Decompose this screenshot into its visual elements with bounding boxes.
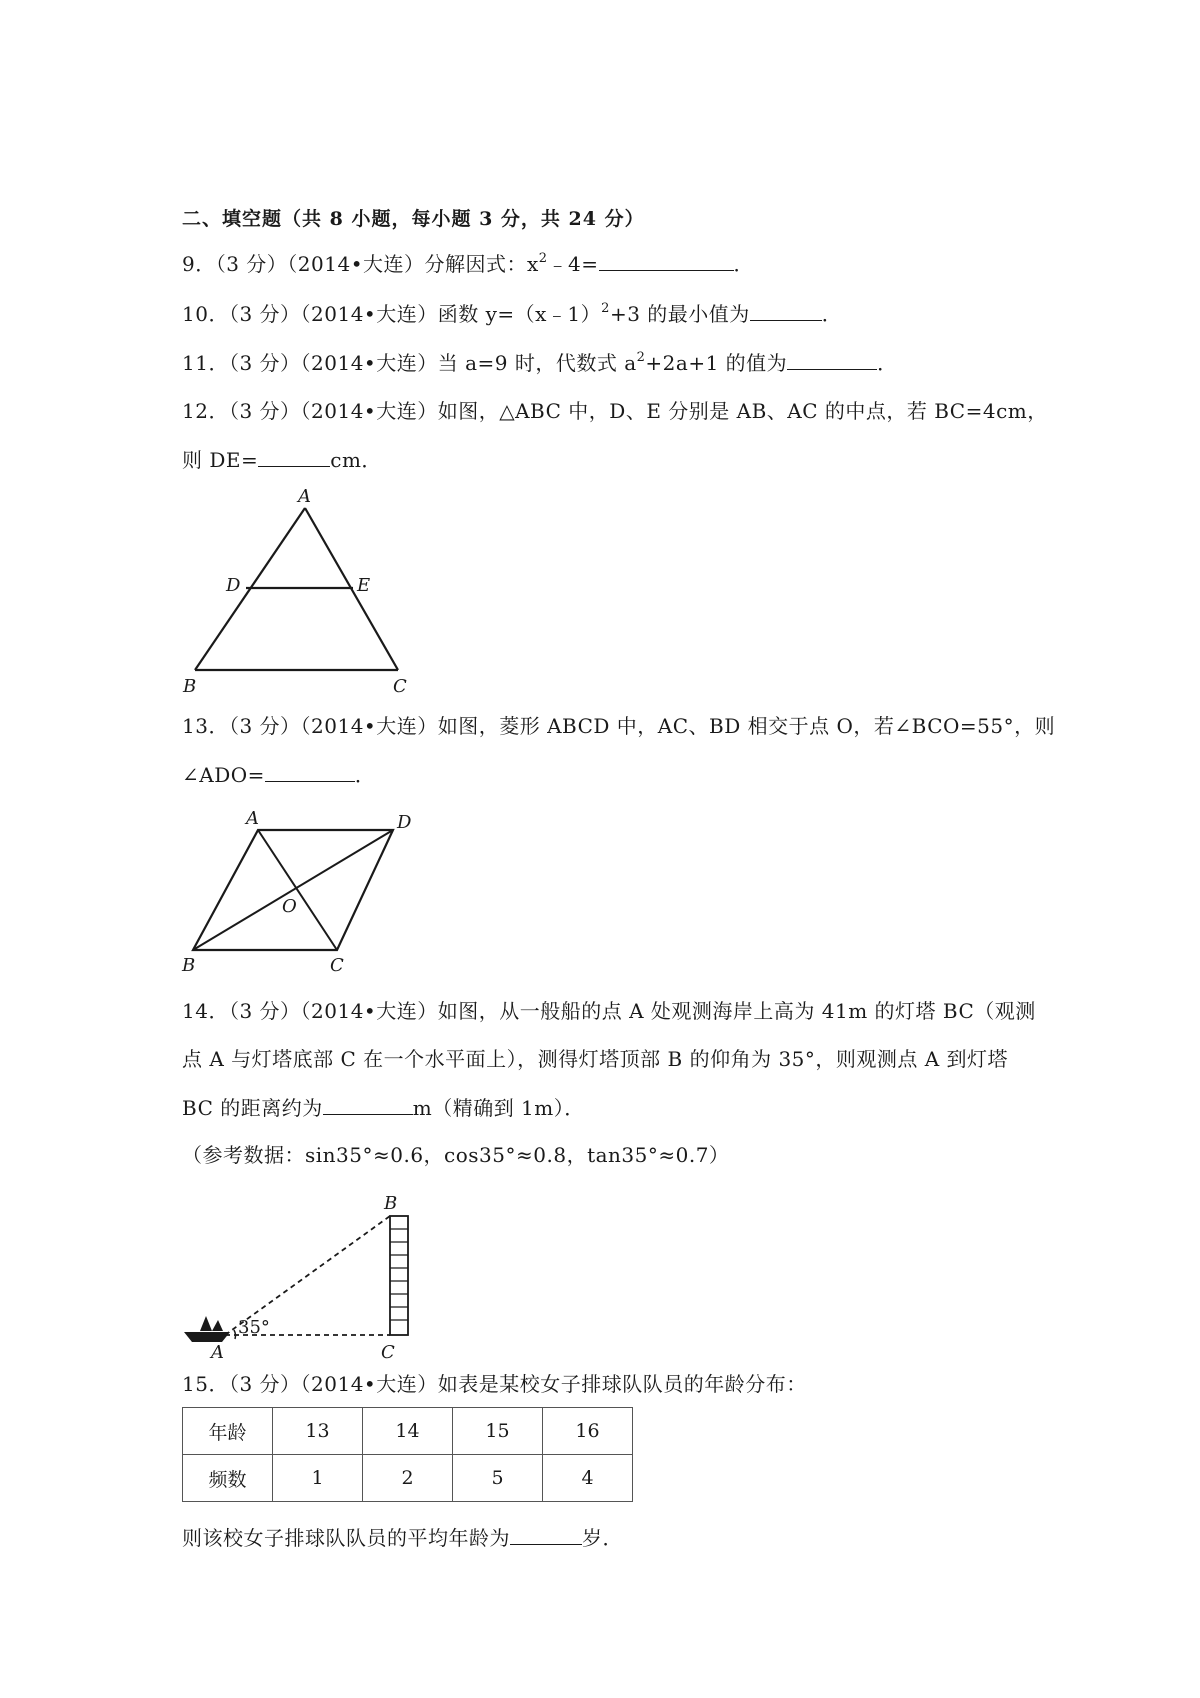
label-d: D (397, 812, 412, 833)
label-o: O (282, 896, 297, 917)
label-e: E (357, 575, 371, 596)
table-cell: 13 (273, 1408, 363, 1455)
label-c: C (393, 676, 407, 697)
table-cell: 4 (543, 1455, 633, 1502)
table-row (183, 1455, 633, 1502)
question-14-line-2: 点 A 与灯塔底部 C 在一个水平面上），测得灯塔顶部 B 的仰角为 35°，则观测点 A 到灯塔 (182, 1047, 1009, 1071)
table-row (183, 1408, 633, 1455)
question-14-line-1: 14．（3 分）（2014•大连）如图，从一般船的点 A 处观测海岸上高为 41m 的灯塔 BC（观测 (182, 999, 1036, 1023)
table-cell: 16 (543, 1408, 633, 1455)
table-cell: 5 (453, 1455, 543, 1502)
label-a: A (298, 486, 311, 507)
angle-label: 35° (238, 1317, 270, 1338)
lighthouse-figure (184, 1193, 408, 1363)
label-c: C (330, 955, 344, 976)
question-14-line-3: BC 的距离约为 m（精确到 1m）． (182, 1096, 585, 1120)
answer-blank-15[interactable] (510, 1526, 582, 1545)
question-10: 10．（3 分）（2014•大连）函数 y=（x﹣1）$^2$+3 的最小值为 ． (182, 301, 843, 326)
label-b: B (183, 676, 197, 697)
question-13-line-1: 13．（3 分）（2014•大连）如图，菱形 ABCD 中，AC、BD 相交于点 O，若∠BCO=55°，则 (182, 714, 1056, 738)
question-11: 11．（3 分）（2014•大连）当 a=9 时，代数式 $a^2+2a+1$ 的值为 ． (182, 350, 898, 375)
label-c: C (381, 1342, 395, 1363)
ship-icon (184, 1316, 230, 1342)
question-13-line-2: ∠ADO= ． (182, 763, 376, 787)
answer-blank-14[interactable] (323, 1096, 413, 1115)
table-cell: 1 (273, 1455, 363, 1502)
triangle-figure (182, 486, 407, 697)
label-a: A (211, 1342, 224, 1363)
table-cell: 频数 (183, 1455, 273, 1502)
answer-blank-13[interactable] (265, 763, 355, 782)
label-a: A (246, 808, 259, 829)
question-15-line-2: 则该校女子排球队队员的平均年龄为 岁． (182, 1526, 623, 1550)
question-12-line-2: 则 DE= cm． (182, 448, 382, 472)
age-frequency-table (182, 1407, 633, 1502)
table-cell: 年龄 (183, 1408, 273, 1455)
question-14-reference-data: （参考数据：sin35°≈0.6，cos35°≈0.8，tan35°≈0.7） (182, 1143, 730, 1167)
section-title: 二、填空题（共 8 小题，每小题 3 分，共 24 分） (182, 208, 645, 230)
label-b: B (384, 1193, 398, 1214)
label-b: B (182, 955, 196, 976)
table-cell: 15 (453, 1408, 543, 1455)
diagonal-ac (258, 830, 337, 950)
table-cell: 14 (363, 1408, 453, 1455)
label-d: D (226, 575, 241, 596)
lighthouse-tower (390, 1216, 408, 1335)
lighthouse-rungs (390, 1229, 408, 1320)
question-12-line-1: 12．（3 分）（2014•大连）如图，△ABC 中，D、E 分别是 AB、AC 的中点，若 BC=4cm， (182, 399, 1048, 423)
question-15-line-1: 15．（3 分）（2014•大连）如表是某校女子排球队队员的年龄分布： (182, 1372, 807, 1396)
diagonal-bd (193, 830, 393, 950)
table-cell: 2 (363, 1455, 453, 1502)
rhombus-figure (181, 808, 412, 976)
question-9: 9．（3 分）（2014•大连）分解因式：$x^2﹣4=$ ． (182, 251, 755, 276)
